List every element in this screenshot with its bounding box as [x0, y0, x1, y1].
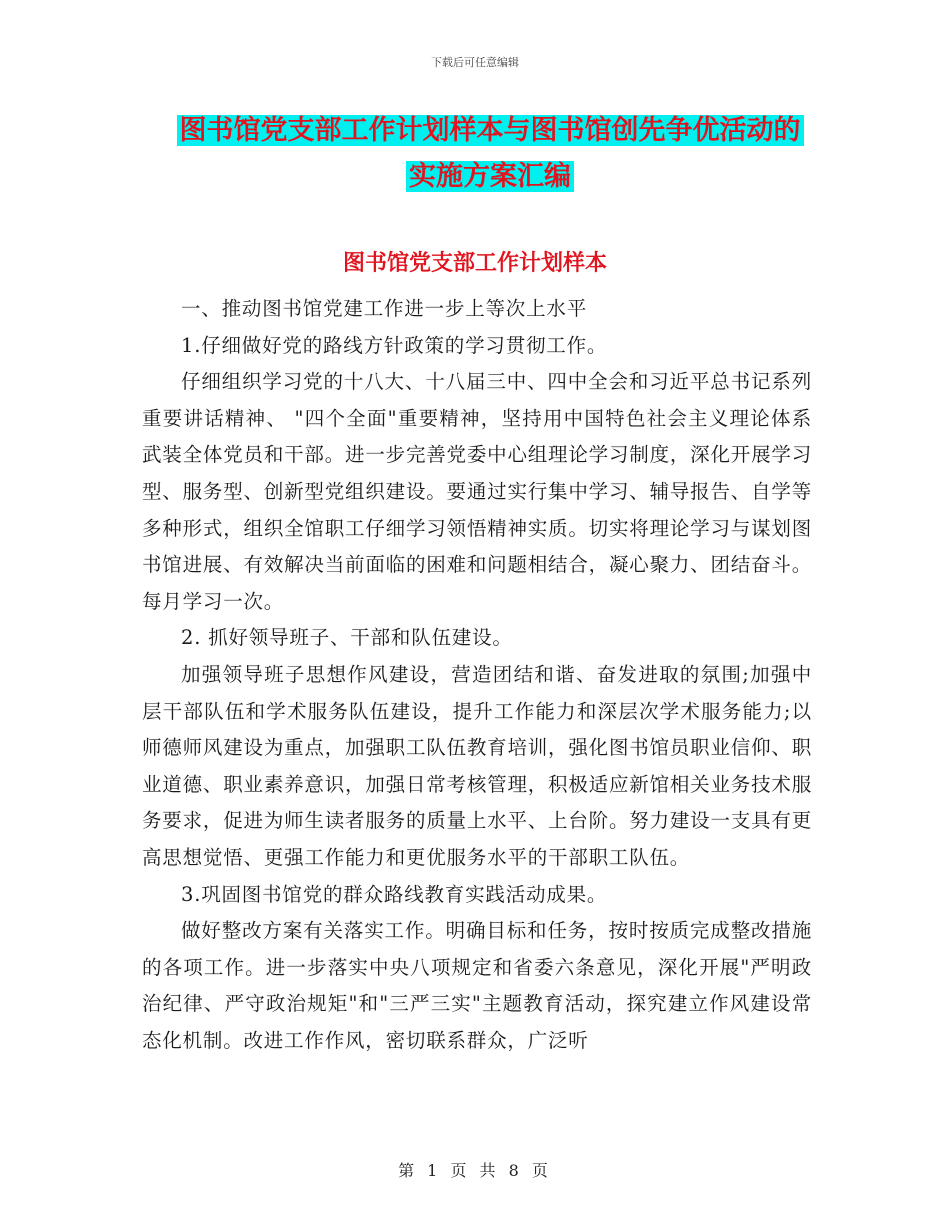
paragraph-heading-1: 一、推动图书馆党建工作进一步上等次上水平: [181, 297, 588, 320]
paragraph-subheading-3: 3.巩固图书馆党的群众路线教育实践活动成果。: [181, 882, 608, 906]
document-title: [170, 108, 810, 200]
paragraph-subheading-2: 2. 抓好领导班子、干部和队伍建设。: [181, 626, 513, 650]
page-number: 第 1 页 共 8 页: [398, 1161, 552, 1180]
header-note: 下载后可任意编辑: [431, 56, 519, 69]
document-title-line-1: 图书馆党支部工作计划样本与图书馆创先争优活动的: [177, 115, 804, 146]
document-body: [142, 291, 812, 1059]
paragraph-body-1: 仔细组织学习党的十八大、十八届三中、四中全会和习近平总书记系列重要讲话精神、 "四个全面"重要精神，坚持用中国特色社会主义理论体系武装全体党员和干部。进一步完善党委中心组理论学习制度，深化开展学习型、服务型、创新型党组织建设。要通过实行集中学习、辅导报告、自学等多种形式，组织全馆职工仔细学习领悟精神实质。切实将理论学习与谋划图书馆进展、有效解决当前面临的困难和问题相结合，凝心聚力、团结奋斗。每月学习一次。: [142, 370, 812, 613]
document-title-line-2: 实施方案汇编: [406, 161, 574, 192]
section-title: 图书馆党支部工作计划样本: [342, 251, 607, 276]
paragraph-subheading-1: 1.仔细做好党的路线方针政策的学习贯彻工作。: [181, 333, 608, 357]
paragraph-body-2: 加强领导班子思想作风建设，营造团结和谐、奋发进取的氛围;加强中层干部队伍和学术服务队伍建设，提升工作能力和深层次学术服务能力;以师德师风建设为重点，加强职工队伍教育培训，强化图书馆员职业信仰、职业道德、职业素养意识，加强日常考核管理，积极适应新馆相关业务技术服务要求，促进为师生读者服务的质量上水平、上台阶。努力建设一支具有更高思想觉悟、更强工作能力和更优服务水平的干部职工队伍。: [142, 662, 812, 869]
paragraph-body-3: 做好整改方案有关落实工作。明确目标和任务，按时按质完成整改措施的各项工作。进一步落实中央八项规定和省委六条意见，深化开展"严明政治纪律、严守政治规矩"和"三严三实"主题教育活动，探究建立作风建设常态化机制。改进工作作风，密切联系群众，广泛听: [142, 919, 812, 1052]
